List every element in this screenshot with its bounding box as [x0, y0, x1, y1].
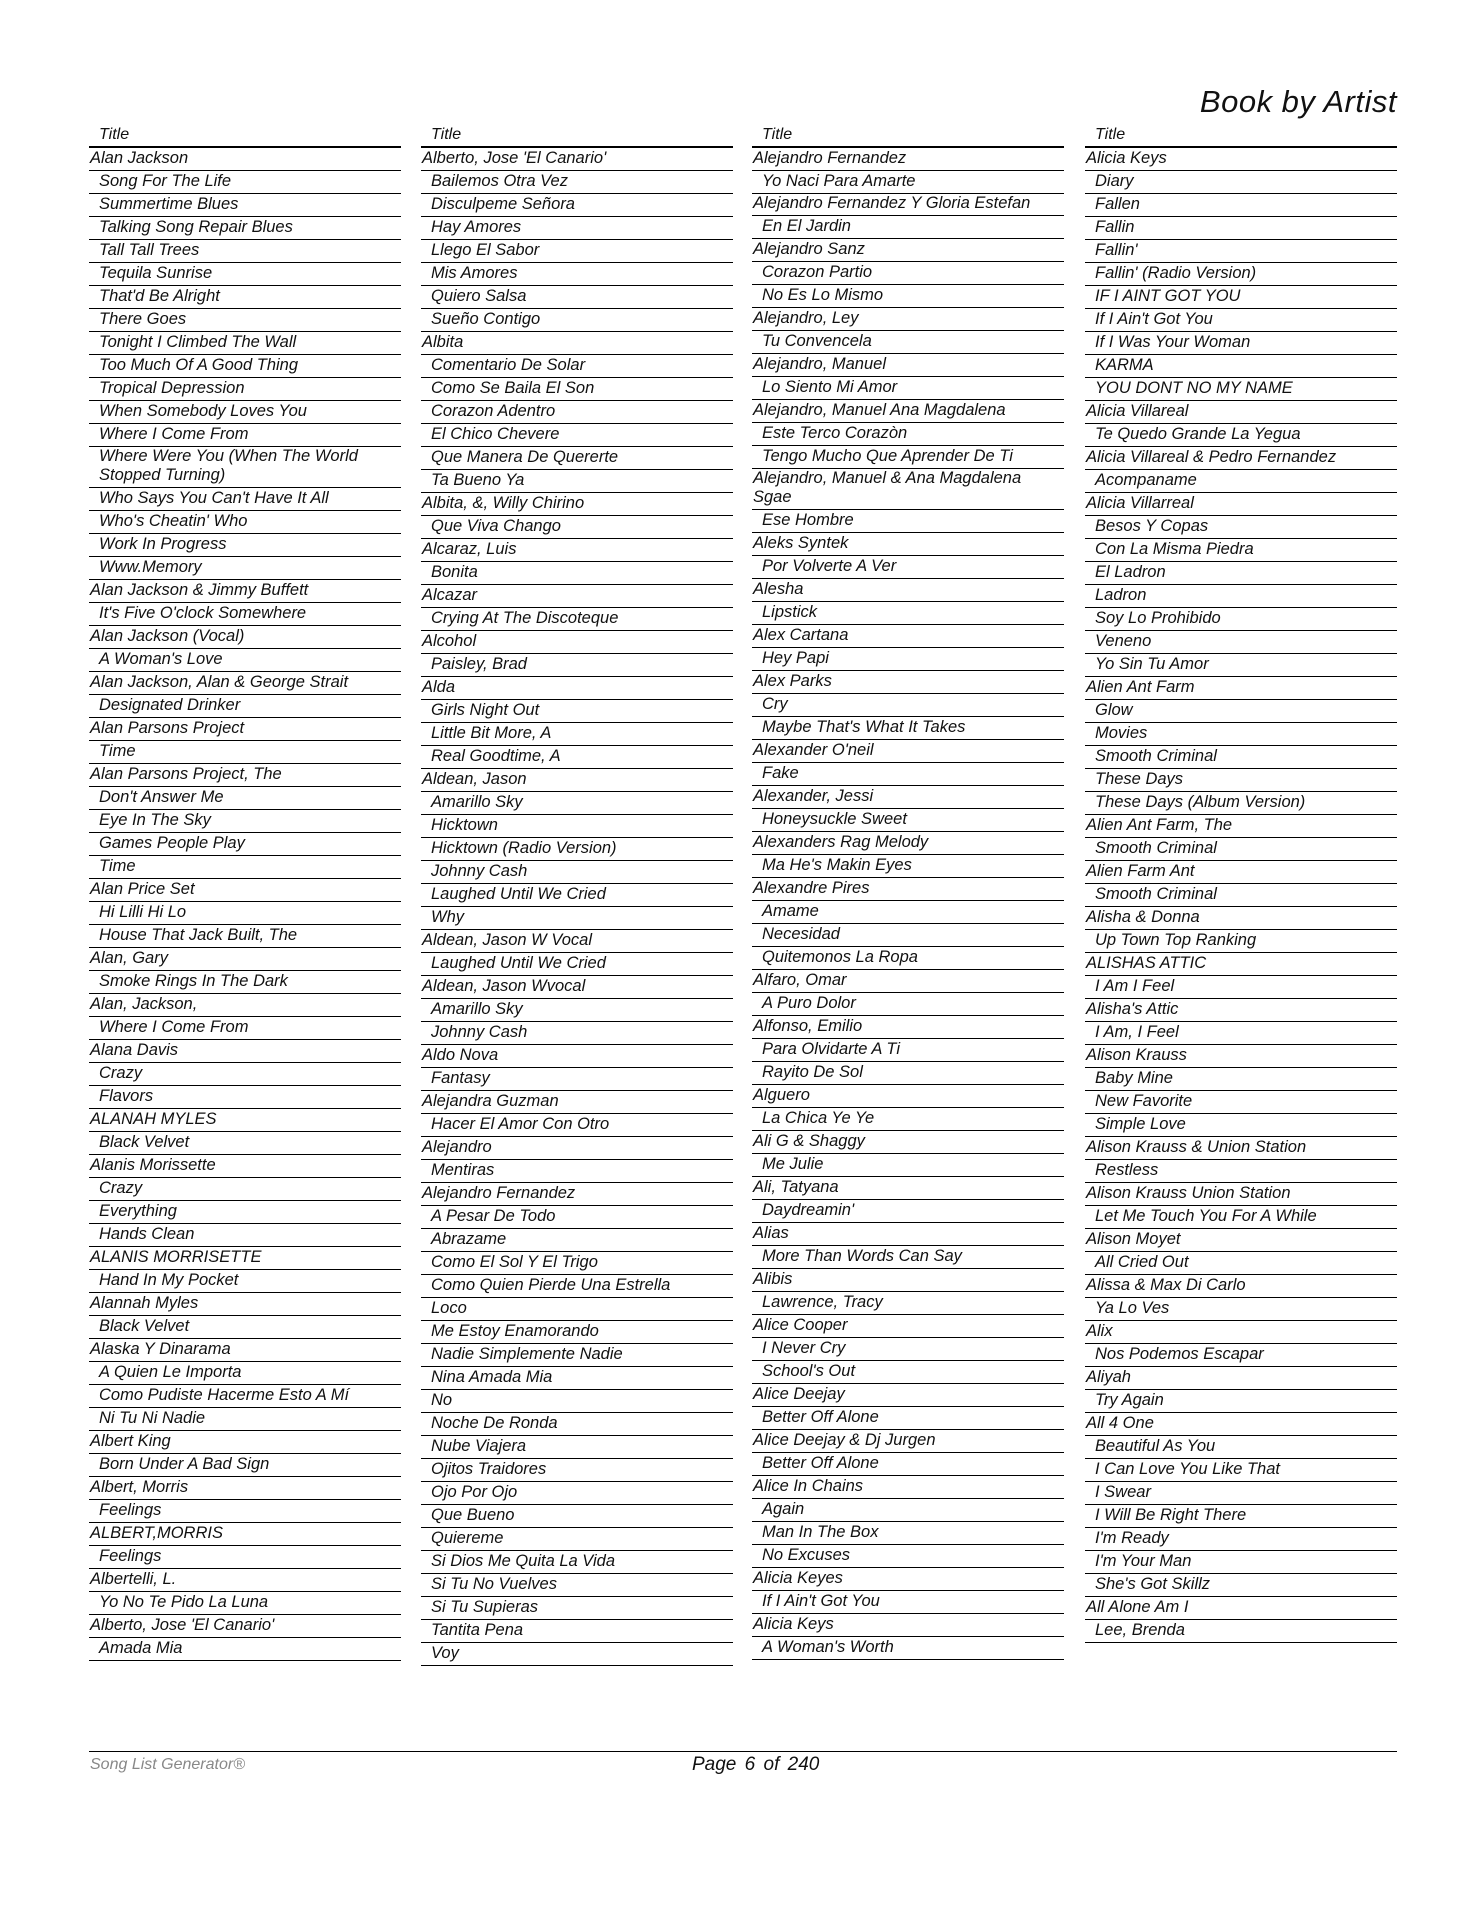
artist-row: Alcaraz, Luis — [421, 539, 733, 562]
artist-row: Alix — [1085, 1321, 1397, 1344]
song-row: These Days (Album Version) — [1085, 792, 1397, 815]
artist-row: Alejandro Sanz — [752, 239, 1064, 262]
song-row: Black Velvet — [89, 1132, 401, 1155]
artist-row: Alejandro, Manuel Ana Magdalena — [752, 400, 1064, 423]
song-row: Daydreamin' — [752, 1200, 1064, 1223]
song-row: Eye In The Sky — [89, 810, 401, 833]
song-row: Veneno — [1085, 631, 1397, 654]
artist-row: Alicia Villarreal — [1085, 493, 1397, 516]
song-row: Quiereme — [421, 1528, 733, 1551]
page-number: Page 6 of 240 — [692, 1754, 820, 1775]
song-row: Let Me Touch You For A While — [1085, 1206, 1397, 1229]
song-row: Too Much Of A Good Thing — [89, 355, 401, 378]
song-row: Hicktown (Radio Version) — [421, 838, 733, 861]
song-row: Hey Papi — [752, 648, 1064, 671]
song-row: Noche De Ronda — [421, 1413, 733, 1436]
artist-row: Alfonso, Emilio — [752, 1016, 1064, 1039]
song-row: Designated Drinker — [89, 695, 401, 718]
column-1 — [89, 124, 401, 1661]
artist-row: Alguero — [752, 1085, 1064, 1108]
artist-row: Ali, Tatyana — [752, 1177, 1064, 1200]
song-row: Ladron — [1085, 585, 1397, 608]
artist-row: Alien Farm Ant — [1085, 861, 1397, 884]
song-row: Mis Amores — [421, 263, 733, 286]
song-row: Bonita — [421, 562, 733, 585]
song-row: Para Olvidarte A Ti — [752, 1039, 1064, 1062]
song-row: Where I Come From — [89, 1017, 401, 1040]
artist-row: Alice Cooper — [752, 1315, 1064, 1338]
song-row: Abrazame — [421, 1229, 733, 1252]
song-row: Ese Hombre — [752, 510, 1064, 533]
song-row: Song For The Life — [89, 171, 401, 194]
artist-row: ALISHAS ATTIC — [1085, 953, 1397, 976]
column-4 — [1085, 124, 1397, 1643]
artist-row: Alison Krauss — [1085, 1045, 1397, 1068]
artist-row: Alexander O'neil — [752, 740, 1064, 763]
artist-row: Alejandro Fernandez — [752, 148, 1064, 171]
artist-row: Alda — [421, 677, 733, 700]
song-row: Flavors — [89, 1086, 401, 1109]
song-row: Crazy — [89, 1063, 401, 1086]
song-row: I Am I Feel — [1085, 976, 1397, 999]
artist-row: Alexander, Jessi — [752, 786, 1064, 809]
song-row: I Never Cry — [752, 1338, 1064, 1361]
song-row: Laughed Until We Cried — [421, 953, 733, 976]
song-row: El Chico Chevere — [421, 424, 733, 447]
song-row: KARMA — [1085, 355, 1397, 378]
page-title: Book by Artist — [1199, 84, 1397, 119]
song-row: Man In The Box — [752, 1522, 1064, 1545]
song-row: Better Off Alone — [752, 1407, 1064, 1430]
artist-row: ALBERT,MORRIS — [89, 1523, 401, 1546]
song-row: School's Out — [752, 1361, 1064, 1384]
artist-row: Alex Parks — [752, 671, 1064, 694]
artist-row: Albert King — [89, 1431, 401, 1454]
artist-row: Alan Parsons Project — [89, 718, 401, 741]
song-row: Diary — [1085, 171, 1397, 194]
song-row: Work In Progress — [89, 534, 401, 557]
song-row: Voy — [421, 1643, 733, 1666]
artist-row: Alien Ant Farm — [1085, 677, 1397, 700]
song-row: Black Velvet — [89, 1316, 401, 1339]
song-row: Ni Tu Ni Nadie — [89, 1408, 401, 1431]
song-row: YOU DONT NO MY NAME — [1085, 378, 1397, 401]
footer-brand: Song List Generator® — [90, 1756, 245, 1773]
artist-row: All 4 One — [1085, 1413, 1397, 1436]
song-row: Who Says You Can't Have It All — [89, 488, 401, 511]
artist-row: Aldean, Jason W Vocal — [421, 930, 733, 953]
song-row: Amada Mia — [89, 1638, 401, 1661]
song-row: Nadie Simplemente Nadie — [421, 1344, 733, 1367]
song-row: Disculpeme Señora — [421, 194, 733, 217]
song-row: If I Ain't Got You — [752, 1591, 1064, 1614]
song-row: Time — [89, 856, 401, 879]
artist-row: Alissa & Max Di Carlo — [1085, 1275, 1397, 1298]
song-row: If I Was Your Woman — [1085, 332, 1397, 355]
song-row: Si Tu No Vuelves — [421, 1574, 733, 1597]
artist-row: Alannah Myles — [89, 1293, 401, 1316]
song-row: Lee, Brenda — [1085, 1620, 1397, 1643]
song-row: A Woman's Worth — [752, 1637, 1064, 1660]
song-row: Beautiful As You — [1085, 1436, 1397, 1459]
song-row: Movies — [1085, 723, 1397, 746]
artist-row: Alien Ant Farm, The — [1085, 815, 1397, 838]
column-3 — [752, 124, 1064, 1660]
song-row: Loco — [421, 1298, 733, 1321]
song-row: Lipstick — [752, 602, 1064, 625]
song-row: These Days — [1085, 769, 1397, 792]
artist-row: Alejandro, Manuel & Ana Magdalena Sgae — [752, 469, 1064, 510]
song-row: Hay Amores — [421, 217, 733, 240]
artist-row: Alex Cartana — [752, 625, 1064, 648]
song-row: Amarillo Sky — [421, 792, 733, 815]
song-row: House That Jack Built, The — [89, 925, 401, 948]
song-row: Como Pudiste Hacerme Esto A Mí — [89, 1385, 401, 1408]
artist-row: Alison Moyet — [1085, 1229, 1397, 1252]
song-row: Tantita Pena — [421, 1620, 733, 1643]
artist-row: Alicia Keys — [1085, 148, 1397, 171]
artist-row: Aldo Nova — [421, 1045, 733, 1068]
artist-row: Alan Jackson, Alan & George Strait — [89, 672, 401, 695]
artist-row: Aldean, Jason Wvocal — [421, 976, 733, 999]
song-row: La Chica Ye Ye — [752, 1108, 1064, 1131]
artist-row: Alicia Villareal & Pedro Fernandez — [1085, 447, 1397, 470]
artist-row: Alaska Y Dinarama — [89, 1339, 401, 1362]
artist-row: Albita, &, Willy Chirino — [421, 493, 733, 516]
song-row: Tonight I Climbed The Wall — [89, 332, 401, 355]
song-row: Amarillo Sky — [421, 999, 733, 1022]
song-row: Johnny Cash — [421, 1022, 733, 1045]
song-row: Nube Viajera — [421, 1436, 733, 1459]
artist-row: Alan Jackson & Jimmy Buffett — [89, 580, 401, 603]
song-row: Smooth Criminal — [1085, 838, 1397, 861]
song-row: Tall Tall Trees — [89, 240, 401, 263]
song-row: Time — [89, 741, 401, 764]
song-row: Con La Misma Piedra — [1085, 539, 1397, 562]
song-row: Smooth Criminal — [1085, 746, 1397, 769]
song-row: A Woman's Love — [89, 649, 401, 672]
column-header: Title — [89, 124, 401, 148]
artist-row: Alberto, Jose 'El Canario' — [89, 1615, 401, 1638]
song-row: Quiero Salsa — [421, 286, 733, 309]
artist-row: Ali G & Shaggy — [752, 1131, 1064, 1154]
artist-row: Aleks Syntek — [752, 533, 1064, 556]
artist-row: Alice Deejay & Dj Jurgen — [752, 1430, 1064, 1453]
song-row: Lawrence, Tracy — [752, 1292, 1064, 1315]
song-row: Where I Come From — [89, 424, 401, 447]
song-row: Try Again — [1085, 1390, 1397, 1413]
footer-divider — [89, 1751, 1397, 1752]
artist-row: Alicia Villareal — [1085, 401, 1397, 424]
song-row: Necesidad — [752, 924, 1064, 947]
song-row: No Excuses — [752, 1545, 1064, 1568]
artist-row: Alanis Morissette — [89, 1155, 401, 1178]
song-row: No Es Lo Mismo — [752, 285, 1064, 308]
song-row: New Favorite — [1085, 1091, 1397, 1114]
song-row: Fallin' — [1085, 240, 1397, 263]
column-header: Title — [752, 124, 1064, 148]
song-row: Mentiras — [421, 1160, 733, 1183]
song-row: Where Were You (When The World Stopped Turning) — [89, 447, 401, 488]
song-row: Born Under A Bad Sign — [89, 1454, 401, 1477]
song-row: Johnny Cash — [421, 861, 733, 884]
song-row: Fallen — [1085, 194, 1397, 217]
artist-row: Alan Parsons Project, The — [89, 764, 401, 787]
song-row: Tropical Depression — [89, 378, 401, 401]
artist-row: Alicia Keys — [752, 1614, 1064, 1637]
artist-row: Alison Krauss Union Station — [1085, 1183, 1397, 1206]
artist-row: Alexanders Rag Melody — [752, 832, 1064, 855]
artist-row: Alejandra Guzman — [421, 1091, 733, 1114]
song-row: Smoke Rings In The Dark — [89, 971, 401, 994]
song-row: Games People Play — [89, 833, 401, 856]
song-row: Yo Sin Tu Amor — [1085, 654, 1397, 677]
song-row: En El Jardin — [752, 216, 1064, 239]
song-row: Hand In My Pocket — [89, 1270, 401, 1293]
song-row: Tequila Sunrise — [89, 263, 401, 286]
song-row: When Somebody Loves You — [89, 401, 401, 424]
song-row: Restless — [1085, 1160, 1397, 1183]
song-row: Real Goodtime, A — [421, 746, 733, 769]
song-row: Quitemonos La Ropa — [752, 947, 1064, 970]
song-row: Fallin' (Radio Version) — [1085, 263, 1397, 286]
artist-row: Alcohol — [421, 631, 733, 654]
song-row: Me Julie — [752, 1154, 1064, 1177]
artist-row: Alejandro, Manuel — [752, 354, 1064, 377]
artist-row: Albertelli, L. — [89, 1569, 401, 1592]
song-row: Me Estoy Enamorando — [421, 1321, 733, 1344]
song-row: Yo Naci Para Amarte — [752, 171, 1064, 194]
column-header: Title — [421, 124, 733, 148]
artist-row: Alesha — [752, 579, 1064, 602]
song-row: Como Se Baila El Son — [421, 378, 733, 401]
song-row: Feelings — [89, 1546, 401, 1569]
artist-row: Alice In Chains — [752, 1476, 1064, 1499]
artist-row: Alejandro, Ley — [752, 308, 1064, 331]
song-row: Everything — [89, 1201, 401, 1224]
artist-row: Alan, Gary — [89, 948, 401, 971]
artist-row: Aldean, Jason — [421, 769, 733, 792]
song-row: Que Viva Chango — [421, 516, 733, 539]
song-row: Ya Lo Ves — [1085, 1298, 1397, 1321]
artist-row: Albita — [421, 332, 733, 355]
song-row: Maybe That's What It Takes — [752, 717, 1064, 740]
song-row: Better Off Alone — [752, 1453, 1064, 1476]
song-row: Feelings — [89, 1500, 401, 1523]
song-row: Www.Memory — [89, 557, 401, 580]
artist-row: Alisha's Attic — [1085, 999, 1397, 1022]
artist-row: ALANAH MYLES — [89, 1109, 401, 1132]
artist-row: Alan Price Set — [89, 879, 401, 902]
song-row: Don't Answer Me — [89, 787, 401, 810]
artist-row: Alisha & Donna — [1085, 907, 1397, 930]
song-row: I Am, I Feel — [1085, 1022, 1397, 1045]
song-row: Sueño Contigo — [421, 309, 733, 332]
song-row: If I Ain't Got You — [1085, 309, 1397, 332]
artist-row: Alexandre Pires — [752, 878, 1064, 901]
artist-row: Alice Deejay — [752, 1384, 1064, 1407]
song-row: Paisley, Brad — [421, 654, 733, 677]
song-row: Crazy — [89, 1178, 401, 1201]
song-row: Fake — [752, 763, 1064, 786]
song-row: Comentario De Solar — [421, 355, 733, 378]
song-row: Again — [752, 1499, 1064, 1522]
artist-row: Alibis — [752, 1269, 1064, 1292]
artist-row: Alejandro Fernandez — [421, 1183, 733, 1206]
song-row: It's Five O'clock Somewhere — [89, 603, 401, 626]
song-row: Si Tu Supieras — [421, 1597, 733, 1620]
song-row: Nos Podemos Escapar — [1085, 1344, 1397, 1367]
song-row: Baby Mine — [1085, 1068, 1397, 1091]
artist-row: Alias — [752, 1223, 1064, 1246]
song-row: I Will Be Right There — [1085, 1505, 1397, 1528]
artist-row: Alcazar — [421, 585, 733, 608]
song-row: I'm Ready — [1085, 1528, 1397, 1551]
artist-row: Alejandro Fernandez Y Gloria Estefan — [752, 194, 1064, 216]
song-row: Llego El Sabor — [421, 240, 733, 263]
song-row: She's Got Skillz — [1085, 1574, 1397, 1597]
song-row: Hands Clean — [89, 1224, 401, 1247]
artist-row: Alicia Keyes — [752, 1568, 1064, 1591]
song-row: Como Quien Pierde Una Estrella — [421, 1275, 733, 1298]
song-row: Ojitos Traidores — [421, 1459, 733, 1482]
song-row: Acompaname — [1085, 470, 1397, 493]
song-row: Honeysuckle Sweet — [752, 809, 1064, 832]
song-row: Why — [421, 907, 733, 930]
song-row: Ta Bueno Ya — [421, 470, 733, 493]
artist-row: Alan, Jackson, — [89, 994, 401, 1017]
song-row: Como El Sol Y El Trigo — [421, 1252, 733, 1275]
song-row: Tengo Mucho Que Aprender De Ti — [752, 446, 1064, 469]
song-row: Up Town Top Ranking — [1085, 930, 1397, 953]
song-row: Tu Convencela — [752, 331, 1064, 354]
song-row: Por Volverte A Ver — [752, 556, 1064, 579]
song-row: El Ladron — [1085, 562, 1397, 585]
song-row: Ojo Por Ojo — [421, 1482, 733, 1505]
song-row: Si Dios Me Quita La Vida — [421, 1551, 733, 1574]
song-row: Que Manera De Quererte — [421, 447, 733, 470]
song-row: Lo Siento Mi Amor — [752, 377, 1064, 400]
song-row: Yo No Te Pido La Luna — [89, 1592, 401, 1615]
artist-row: Alberto, Jose 'El Canario' — [421, 148, 733, 171]
song-row: Este Terco Corazòn — [752, 423, 1064, 446]
song-row: I'm Your Man — [1085, 1551, 1397, 1574]
song-row: Hicktown — [421, 815, 733, 838]
song-row: Nina Amada Mia — [421, 1367, 733, 1390]
song-row: Summertime Blues — [89, 194, 401, 217]
song-row: All Cried Out — [1085, 1252, 1397, 1275]
artist-row: Alan Jackson (Vocal) — [89, 626, 401, 649]
song-row: Ma He's Makin Eyes — [752, 855, 1064, 878]
song-row: Who's Cheatin' Who — [89, 511, 401, 534]
song-row: Cry — [752, 694, 1064, 717]
artist-row: ALANIS MORRISETTE — [89, 1247, 401, 1270]
song-row: Que Bueno — [421, 1505, 733, 1528]
song-row: That'd Be Alright — [89, 286, 401, 309]
song-row: Rayito De Sol — [752, 1062, 1064, 1085]
song-row: More Than Words Can Say — [752, 1246, 1064, 1269]
artist-row: Alfaro, Omar — [752, 970, 1064, 993]
song-row: Corazon Adentro — [421, 401, 733, 424]
song-row: A Quien Le Importa — [89, 1362, 401, 1385]
song-row: Fantasy — [421, 1068, 733, 1091]
song-row: Te Quedo Grande La Yegua — [1085, 424, 1397, 447]
artist-row: Alison Krauss & Union Station — [1085, 1137, 1397, 1160]
song-row: Smooth Criminal — [1085, 884, 1397, 907]
song-row: No — [421, 1390, 733, 1413]
song-row: Bailemos Otra Vez — [421, 171, 733, 194]
song-row: There Goes — [89, 309, 401, 332]
song-row: I Swear — [1085, 1482, 1397, 1505]
song-row: I Can Love You Like That — [1085, 1459, 1397, 1482]
song-row: A Puro Dolor — [752, 993, 1064, 1016]
artist-row: All Alone Am I — [1085, 1597, 1397, 1620]
song-row: Simple Love — [1085, 1114, 1397, 1137]
song-row: Hi Lilli Hi Lo — [89, 902, 401, 925]
song-row: Amame — [752, 901, 1064, 924]
song-row: Fallin — [1085, 217, 1397, 240]
artist-row: Aliyah — [1085, 1367, 1397, 1390]
song-row: Laughed Until We Cried — [421, 884, 733, 907]
song-row: Glow — [1085, 700, 1397, 723]
song-row: Besos Y Copas — [1085, 516, 1397, 539]
song-row: Corazon Partio — [752, 262, 1064, 285]
song-row: Soy Lo Prohibido — [1085, 608, 1397, 631]
song-row: Hacer El Amor Con Otro — [421, 1114, 733, 1137]
song-row: Talking Song Repair Blues — [89, 217, 401, 240]
artist-row: Alejandro — [421, 1137, 733, 1160]
column-2 — [421, 124, 733, 1666]
song-row: Little Bit More, A — [421, 723, 733, 746]
song-row: Girls Night Out — [421, 700, 733, 723]
song-row: IF I AINT GOT YOU — [1085, 286, 1397, 309]
artist-row: Alana Davis — [89, 1040, 401, 1063]
artist-row: Alan Jackson — [89, 148, 401, 171]
song-row: Crying At The Discoteque — [421, 608, 733, 631]
song-row: A Pesar De Todo — [421, 1206, 733, 1229]
artist-row: Albert, Morris — [89, 1477, 401, 1500]
column-header: Title — [1085, 124, 1397, 148]
